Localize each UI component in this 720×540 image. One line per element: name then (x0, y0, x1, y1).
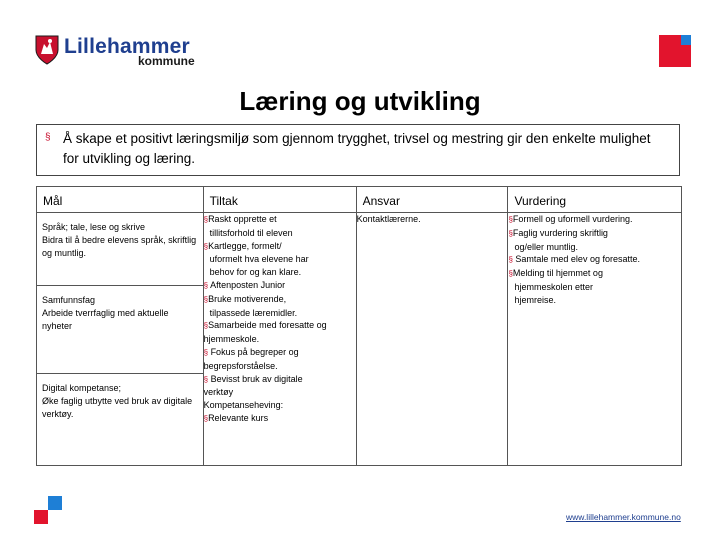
table-row (37, 213, 682, 466)
goal-item (37, 374, 203, 426)
list-item-text: Fokus på begreper og (208, 346, 299, 357)
column-header-vurdering: Vurdering (508, 187, 682, 213)
list-item-text: Bruke motiverende, (208, 293, 287, 304)
list-item-continuation: behov for og kan klare. (209, 267, 302, 278)
list-item-text: Samarbeide med foresatte og (208, 320, 327, 331)
vurdering-cell (508, 213, 682, 466)
list-item-continuation: uformelt hva elevene har (209, 254, 309, 265)
ansvar-cell (356, 213, 508, 466)
intro-text: Å skape et positivt læringsmiljø som gjennom trygghet, trivsel og mestring gir den enkelte mulighet for utvikling og læring. (63, 131, 651, 166)
bullet-icon: § (203, 280, 209, 290)
corner-squares-icon (34, 496, 62, 524)
website-link[interactable]: www.lillehammer.kommune.no (566, 512, 681, 522)
bullet-icon: § (203, 241, 209, 251)
list-item-text: Melding til hjemmet og (512, 268, 603, 279)
list-item (508, 253, 681, 267)
list-item (204, 293, 356, 307)
goal-title: Digital kompetanse; (42, 383, 122, 393)
list-item (204, 412, 356, 426)
list-item-text: Faglig vurdering skriftlig (512, 227, 608, 238)
list-item-continuation: tillitsforhold til eleven (209, 227, 293, 238)
list-item (508, 213, 681, 227)
bullet-icon: § (203, 374, 209, 384)
bullet-icon: § (508, 215, 513, 224)
goal-description: Bidra til å bedre elevens språk, skriftlig og muntlig. (42, 234, 197, 258)
tiltak-list (204, 213, 356, 426)
plan-table (36, 186, 682, 466)
list-item-text: hjemmeskole. (203, 334, 260, 345)
goal-item (37, 286, 203, 374)
list-item (204, 319, 356, 333)
tiltak-cell (203, 213, 356, 466)
list-item-text: Bevisst bruk av digitale (208, 373, 303, 384)
list-item (204, 386, 356, 399)
bullet-icon: § (508, 255, 513, 265)
bullet-icon: § (508, 269, 513, 279)
corner-squares-icon (659, 35, 691, 67)
coat-of-arms-icon (34, 34, 60, 66)
goal-title: Språk; tale, lese og skrive (42, 222, 146, 232)
goals-cell (37, 213, 204, 466)
ansvar-text: Kontaktlærerne. (356, 214, 421, 224)
bullet-icon: § (203, 215, 209, 224)
list-item (204, 333, 356, 346)
list-item (204, 373, 356, 387)
vurdering-list (508, 213, 681, 307)
list-item (204, 279, 356, 293)
bullet-icon: § (508, 228, 513, 238)
list-item (204, 360, 356, 373)
list-item-text: Raskt opprette et (208, 214, 277, 224)
column-header-tiltak: Tiltak (203, 187, 356, 213)
bullet-icon: § (203, 321, 209, 331)
list-item (204, 346, 356, 360)
column-header-maal: Mål (37, 187, 204, 213)
list-item-text: Kompetanseheving: (203, 400, 284, 411)
column-header-ansvar: Ansvar (356, 187, 508, 213)
municipality-logo (34, 34, 209, 70)
list-item-continuation: hjemmeskolen etter (514, 281, 593, 292)
list-item (204, 240, 356, 254)
list-item (508, 267, 681, 281)
goal-description: Øke faglig utbytte ved bruk av digitale verktøy. (42, 395, 193, 419)
goal-title: Samfunnsfag (42, 295, 96, 305)
bullet-icon: § (203, 347, 209, 357)
list-item-text: Samtale med elev og foresatte. (512, 254, 640, 265)
list-item-text: Kartlegge, formelt/ (208, 240, 282, 251)
list-item-continuation: og/eller muntlig. (514, 241, 578, 252)
goal-item (37, 213, 203, 286)
list-item-text: Aftenposten Junior (208, 279, 286, 290)
goal-description: Arbeide tverrfaglig med aktuelle nyheter (42, 307, 169, 331)
list-item (204, 399, 356, 412)
intro-box (36, 124, 680, 176)
bullet-icon: § (203, 413, 209, 423)
bullet-icon: § (203, 294, 209, 304)
logo-subtitle: kommune (138, 54, 195, 68)
table-header-row (37, 187, 682, 213)
slide-title: Læring og utvikling (239, 86, 481, 116)
list-item-continuation: tilpassede læremidler. (209, 307, 298, 318)
list-item-continuation: hjemreise. (514, 294, 556, 305)
list-item-text: begrepsforståelse. (203, 360, 278, 371)
list-item (204, 213, 356, 227)
bullet-icon: § (45, 132, 51, 143)
list-item-text: Relevante kurs (208, 412, 269, 423)
list-item-text: verktøy (203, 387, 234, 398)
list-item-text: Formell og uformell vurdering. (512, 214, 633, 224)
logo-name: Lillehammer (64, 35, 190, 58)
list-item (508, 227, 681, 241)
